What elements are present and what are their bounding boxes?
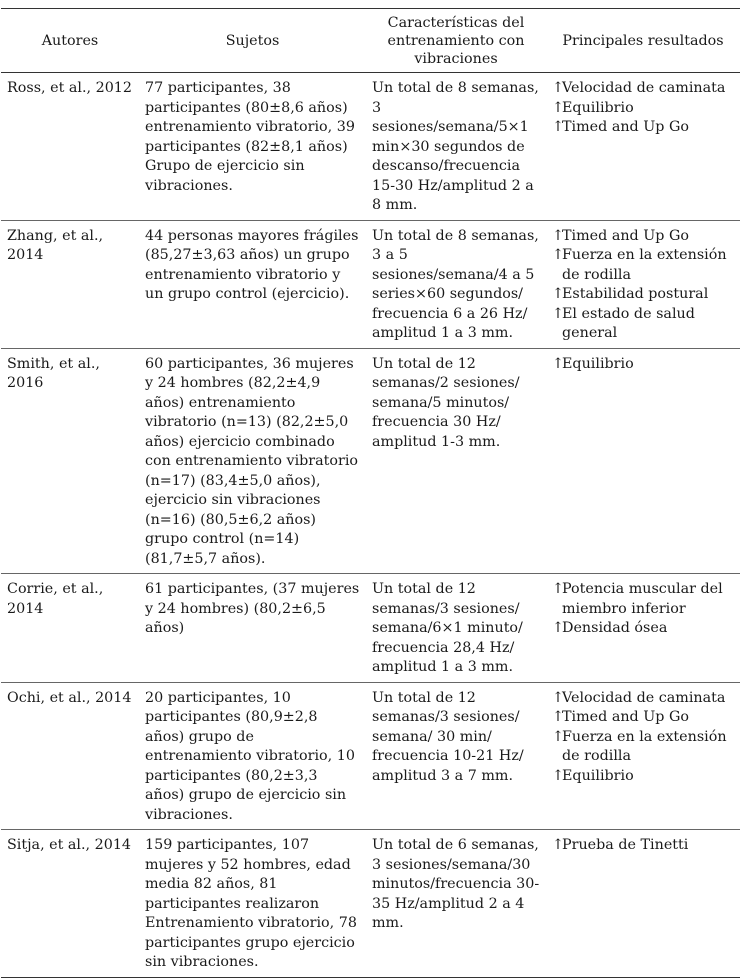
results-cell bbox=[546, 830, 740, 978]
result-text: Equilibrio bbox=[562, 99, 634, 116]
table-header bbox=[1, 9, 740, 73]
arrow-up-icon: ↑ bbox=[552, 119, 564, 135]
studies-table bbox=[1, 8, 740, 978]
training-cell: Un total de 12 semanas/2 sesiones/ semana/5 minutos/ frecuencia 30 Hz/ amplitud 1-3 mm. bbox=[366, 348, 546, 574]
result-text: Fuerza en la extensión de rodilla bbox=[562, 247, 727, 283]
arrow-up-icon: ↑ bbox=[552, 837, 564, 853]
training-cell: Un total de 6 semanas, 3 sesiones/semana/30 minutos/frecuencia 30-35 Hz/amplitud 2 a 4 mm. bbox=[366, 830, 546, 978]
result-text: Velocidad de caminata bbox=[562, 80, 726, 96]
result-item bbox=[552, 689, 734, 709]
training-cell: Un total de 8 semanas, 3 sesiones/semana/5×1 min×30 segundos de descanso/frecuencia 15-30 Hz/amplitud 2 a 8 mm. bbox=[366, 73, 546, 221]
training-cell: Un total de 12 semanas/3 sesiones/ semana/6×1 minuto/ frecuencia 28,4 Hz/ amplitud 1 a 3 mm. bbox=[366, 574, 546, 683]
result-item bbox=[552, 79, 734, 99]
subjects-cell: 20 participantes, 10 participantes (80,9±2,8 años) grupo de entrenamiento vibratorio, 10 participantes (80,2±3,3 años) grupo de ejercicio sin vibraciones. bbox=[139, 682, 366, 830]
arrow-up-icon: ↑ bbox=[552, 286, 564, 302]
table-row bbox=[1, 73, 740, 221]
results-cell bbox=[546, 220, 740, 348]
arrow-up-icon: ↑ bbox=[552, 247, 564, 263]
subjects-cell: 159 participantes, 107 mujeres y 52 hombres, edad media 82 años, 81 participantes realizaron Entrenamiento vibratorio, 78 participantes grupo ejercicio sin vibraciones. bbox=[139, 830, 366, 978]
result-text: Timed and Up Go bbox=[562, 119, 690, 135]
table-row bbox=[1, 682, 740, 830]
arrow-up-icon: ↑ bbox=[552, 80, 564, 96]
author-cell: Sitja, et al., 2014 bbox=[1, 830, 139, 978]
header-training: Características del entrenamiento con vibraciones bbox=[366, 9, 546, 73]
result-text: Timed and Up Go bbox=[562, 227, 690, 244]
author-cell: Smith, et al., 2016 bbox=[1, 348, 139, 574]
arrow-up-icon: ↑ bbox=[552, 709, 564, 725]
header-subjects: Sujetos bbox=[139, 9, 366, 73]
result-text: Timed and Up Go bbox=[562, 709, 690, 725]
result-text: Prueba de Tinetti bbox=[562, 837, 689, 853]
result-item bbox=[552, 99, 734, 119]
result-item bbox=[552, 246, 734, 285]
arrow-up-icon: ↑ bbox=[552, 620, 564, 636]
arrow-up-icon: ↑ bbox=[552, 689, 564, 706]
result-item bbox=[552, 355, 734, 375]
result-item bbox=[552, 767, 734, 787]
result-item bbox=[552, 728, 734, 767]
arrow-up-icon: ↑ bbox=[552, 728, 564, 745]
subjects-cell: 60 participantes, 36 mujeres y 24 hombres (82,2±4,9 años) entrenamiento vibratorio (n=13) (82,2±5,0 años) ejercicio combinado con entrenamiento vibratorio (n=17) (83,4±5,0 años), ejercicio sin vibraciones (n=16) (80,5±6,2 años) grupo control (n=14) (81,7±5,7 años). bbox=[139, 348, 366, 574]
result-item bbox=[552, 285, 734, 305]
result-item bbox=[552, 836, 734, 856]
arrow-up-icon: ↑ bbox=[552, 305, 564, 322]
result-item bbox=[552, 580, 734, 619]
author-cell: Zhang, et al., 2014 bbox=[1, 220, 139, 348]
result-item bbox=[552, 708, 734, 728]
result-item bbox=[552, 118, 734, 138]
result-text: Potencia muscular del miembro inferior bbox=[562, 581, 723, 617]
result-text: Fuerza en la extensión de rodilla bbox=[562, 728, 727, 764]
result-text: Velocidad de caminata bbox=[562, 689, 726, 706]
result-text: Estabilidad postural bbox=[562, 286, 709, 302]
result-item bbox=[552, 227, 734, 247]
arrow-up-icon: ↑ bbox=[552, 581, 564, 597]
arrow-up-icon: ↑ bbox=[552, 767, 564, 784]
header-results: Principales resultados bbox=[546, 9, 740, 73]
table-row bbox=[1, 830, 740, 978]
arrow-up-icon: ↑ bbox=[552, 355, 564, 372]
arrow-up-icon: ↑ bbox=[552, 99, 564, 116]
results-cell bbox=[546, 348, 740, 574]
table-row bbox=[1, 220, 740, 348]
result-item bbox=[552, 619, 734, 639]
subjects-cell: 77 participantes, 38 participantes (80±8,6 años) entrenamiento vibratorio, 39 participantes (82±8,1 años) Grupo de ejercicio sin vibraciones. bbox=[139, 73, 366, 221]
result-text: Equilibrio bbox=[562, 355, 634, 372]
header-authors: Autores bbox=[1, 9, 139, 73]
arrow-up-icon: ↑ bbox=[552, 227, 564, 244]
author-cell: Ross, et al., 2012 bbox=[1, 73, 139, 221]
subjects-cell: 44 personas mayores frágiles (85,27±3,63 años) un grupo entrenamiento vibratorio y un grupo control (ejercicio). bbox=[139, 220, 366, 348]
result-text: El estado de salud general bbox=[562, 305, 695, 341]
table-row bbox=[1, 574, 740, 683]
results-cell bbox=[546, 574, 740, 683]
result-text: Equilibrio bbox=[562, 767, 634, 784]
result-text: Densidad ósea bbox=[562, 620, 668, 636]
table-body bbox=[1, 73, 740, 978]
training-cell: Un total de 12 semanas/3 sesiones/ semana/ 30 min/ frecuencia 10-21 Hz/ amplitud 3 a 7 mm. bbox=[366, 682, 546, 830]
results-cell bbox=[546, 73, 740, 221]
result-item bbox=[552, 305, 734, 344]
training-cell: Un total de 8 semanas, 3 a 5 sesiones/semana/4 a 5 series×60 segundos/ frecuencia 6 a 26 Hz/ amplitud 1 a 3 mm. bbox=[366, 220, 546, 348]
table-row bbox=[1, 348, 740, 574]
author-cell: Ochi, et al., 2014 bbox=[1, 682, 139, 830]
results-cell bbox=[546, 682, 740, 830]
author-cell: Corrie, et al., 2014 bbox=[1, 574, 139, 683]
subjects-cell: 61 participantes, (37 mujeres y 24 hombres) (80,2±6,5 años) bbox=[139, 574, 366, 683]
